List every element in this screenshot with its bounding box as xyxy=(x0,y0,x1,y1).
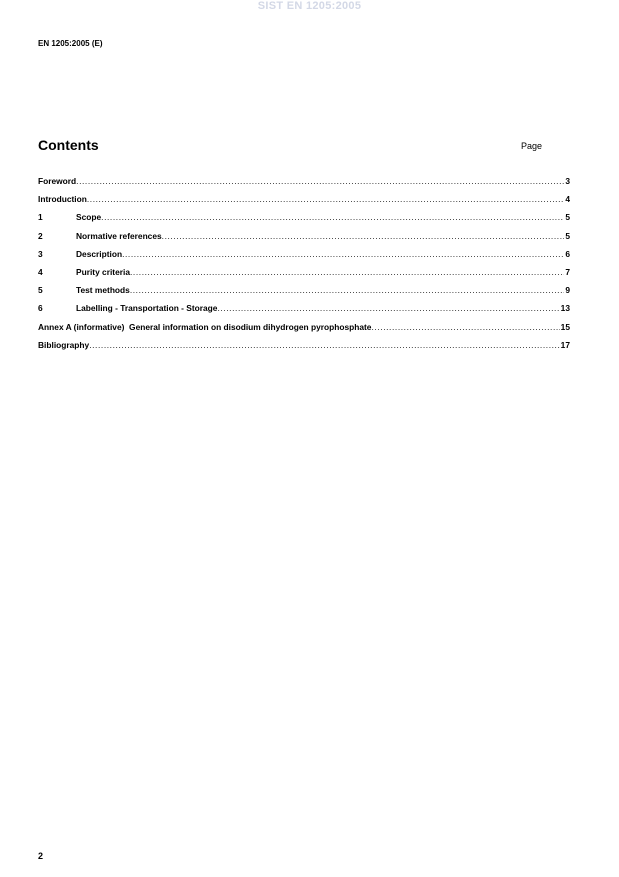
dot-leader xyxy=(217,303,559,313)
toc-entry-page: 6 xyxy=(565,248,570,259)
toc-entry-number: 6 xyxy=(38,303,43,314)
document-id: EN 1205:2005 (E) xyxy=(38,39,103,48)
toc-entry-title: Purity criteria xyxy=(76,266,130,277)
toc-entry-bibliography[interactable] xyxy=(38,340,570,358)
toc-entry-page: 5 xyxy=(565,230,570,241)
dot-leader xyxy=(101,212,564,222)
contents-heading: Contents xyxy=(38,137,99,153)
toc-entry-purity-criteria[interactable] xyxy=(38,267,570,285)
toc-entry-page: 4 xyxy=(565,194,570,205)
toc-entry-test-methods[interactable] xyxy=(38,285,570,303)
toc-entry-title: Scope xyxy=(76,212,102,223)
toc-entry-page: 17 xyxy=(560,339,570,350)
toc-entry-labelling[interactable] xyxy=(38,303,570,321)
toc-entry-title: Annex A (informative) General information on disodium dihydrogen pyrophosphate xyxy=(38,321,372,332)
dot-leader xyxy=(371,322,559,332)
toc-entry-page: 3 xyxy=(565,176,570,186)
toc-entry-foreword[interactable] xyxy=(38,176,570,194)
table-of-contents xyxy=(38,176,570,358)
toc-entry-number: 3 xyxy=(38,248,43,259)
dot-leader xyxy=(87,194,564,204)
watermark: SIST EN 1205:2005 xyxy=(257,0,362,12)
toc-entry-number: 1 xyxy=(38,212,43,223)
toc-entry-title: Introduction xyxy=(38,194,87,205)
dot-leader xyxy=(89,340,559,350)
toc-entry-title: Test methods xyxy=(76,285,130,296)
toc-entry-number: 2 xyxy=(38,230,43,241)
toc-entry-page: 5 xyxy=(565,212,570,223)
toc-entry-title: Labelling - Transportation - Storage xyxy=(76,303,218,314)
toc-entry-page: 13 xyxy=(560,303,570,314)
toc-entry-normative-references[interactable] xyxy=(38,231,570,249)
toc-entry-number: 5 xyxy=(38,285,43,296)
toc-entry-introduction[interactable] xyxy=(38,194,570,212)
toc-entry-page: 15 xyxy=(560,321,570,332)
dot-leader xyxy=(130,267,564,277)
page-number: 2 xyxy=(38,851,44,861)
toc-entry-scope[interactable] xyxy=(38,212,570,230)
toc-entry-title: Description xyxy=(76,248,123,259)
dot-leader xyxy=(162,231,565,241)
toc-entry-page: 7 xyxy=(565,266,570,277)
toc-entry-title: Normative references xyxy=(76,230,162,241)
toc-entry-description[interactable] xyxy=(38,249,570,267)
toc-entry-title: Bibliography xyxy=(38,339,90,350)
dot-leader xyxy=(76,176,564,186)
dot-leader xyxy=(122,249,564,259)
page-column-label: Page xyxy=(521,141,543,151)
toc-entry-annex-a[interactable] xyxy=(38,322,570,340)
toc-entry-number: 4 xyxy=(38,266,43,277)
toc-entry-page: 9 xyxy=(565,285,570,296)
toc-entry-title: Foreword xyxy=(38,176,77,186)
dot-leader xyxy=(130,285,565,295)
